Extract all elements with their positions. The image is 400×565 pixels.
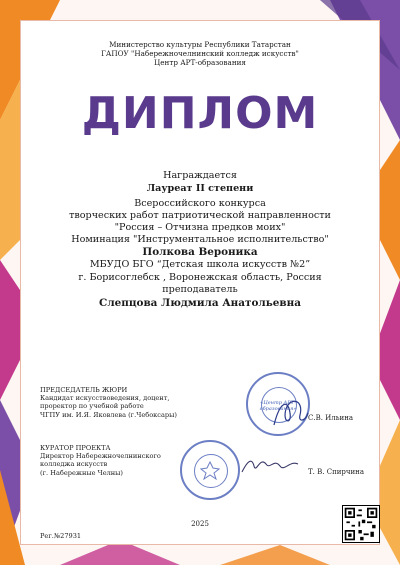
teacher-name: Слепцова Людмила Анатольевна (99, 297, 301, 309)
stamp-text: «Центр АРТ-образования» (259, 400, 297, 412)
emblem-icon (200, 460, 220, 480)
contest-line-3: "Россия – Отчизна предков моих" (114, 222, 286, 233)
curator-line-3: колледжа искусств (40, 460, 108, 469)
jury-line-2: Кандидат искусствоведения, доцент, (40, 394, 170, 403)
jury-signature (270, 395, 310, 431)
awarded-label: Награждается (163, 170, 237, 181)
city-line: г. Борисоглебск , Воронежская область, Россия (78, 272, 322, 283)
curator-signature (240, 450, 302, 480)
jury-title: ПРЕДСЕДАТЕЛЬ ЖЮРИ (40, 386, 128, 394)
student-name: Полкова Вероника (142, 246, 258, 258)
contest-line-1: Всероссийского конкурса (134, 198, 266, 209)
qr-code-icon (342, 505, 380, 543)
contest-line-2: творческих работ патриотической направленности (69, 210, 331, 221)
registration-number: Рег.№27931 (40, 532, 82, 540)
jury-block (40, 386, 177, 419)
ministry-line: Министерство культуры Республики Татарстан (109, 40, 291, 49)
curator-signer-name: Т. В. Спирчина (308, 468, 365, 476)
center-line: Центр АРТ-образования (154, 58, 246, 67)
college-line: ГАПОУ "Набережночелнинский колледж искусств" (101, 49, 299, 58)
school-name: МБУДО БГО “Детская школа искусств №2” (89, 259, 311, 270)
jury-line-4: ЧГПУ им. И.Я. Яковлева (г.Чебоксары) (40, 410, 177, 419)
year: 2025 (191, 520, 209, 528)
curator-line-2: Директор Набережночелнинского (40, 452, 161, 461)
jury-line-3: проректор по учебной работе (40, 402, 144, 411)
jury-signer-name: С.В. Ильина (308, 414, 354, 422)
curator-line-4: (г. Набережные Челны) (40, 468, 124, 477)
teacher-label: преподаватель (162, 284, 238, 295)
college-stamp (180, 440, 240, 500)
diploma-title: ДИПЛОМ (81, 88, 319, 139)
nomination: Номинация "Инструментальное исполнительство" (71, 234, 329, 245)
curator-title: КУРАТОР ПРОЕКТА (40, 444, 111, 452)
curator-block (40, 444, 161, 477)
degree: Лауреат II степени (146, 183, 254, 194)
